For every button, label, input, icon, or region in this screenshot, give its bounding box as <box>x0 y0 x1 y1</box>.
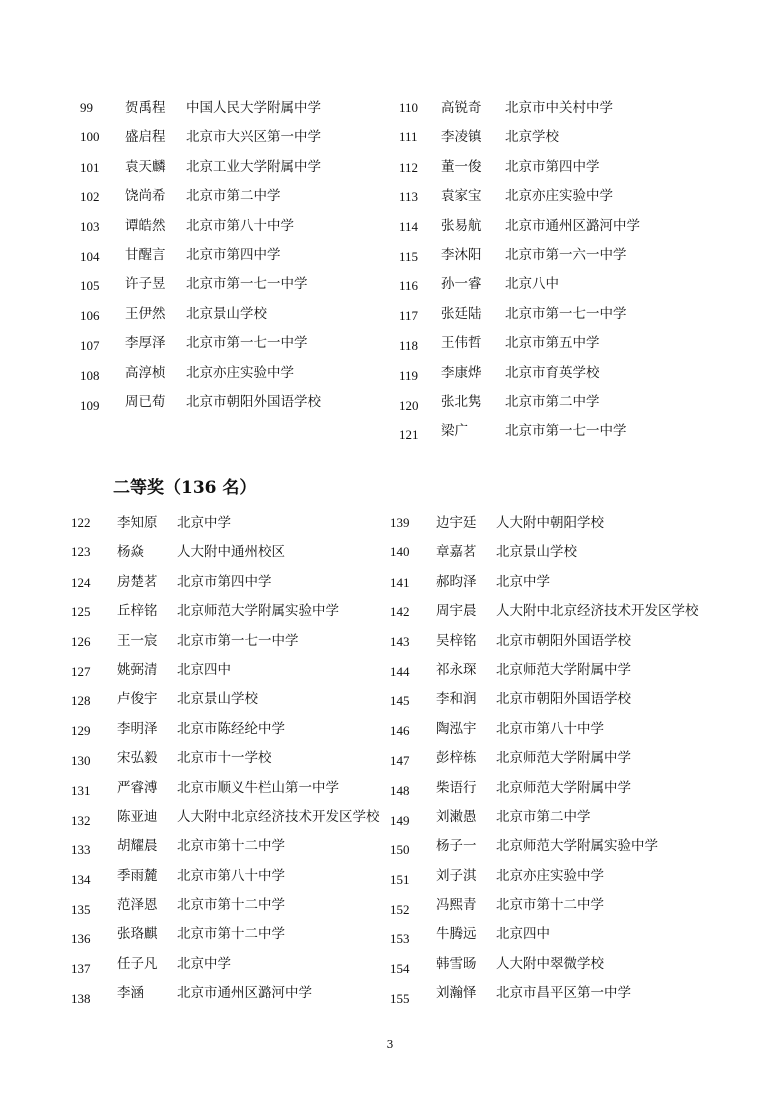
school-name: 人大附中翠微学校 <box>496 955 604 972</box>
school-name: 北京市十一学校 <box>177 750 272 767</box>
school-name: 北京市朝阳外国语学校 <box>496 632 631 649</box>
school-name: 北京市育英学校 <box>505 364 600 381</box>
student-name: 祁永琛 <box>436 661 477 678</box>
rank-number: 134 <box>71 871 91 887</box>
rank-number: 110 <box>399 100 419 115</box>
student-name: 陈亚迪 <box>117 808 158 825</box>
school-name: 北京市第二中学 <box>186 188 281 205</box>
rank-number: 103 <box>80 218 100 234</box>
student-name: 李沐阳 <box>441 246 482 263</box>
rank-number: 150 <box>390 842 410 858</box>
school-name: 北京景山学校 <box>177 691 258 708</box>
student-name: 孙一睿 <box>441 276 482 293</box>
student-name: 张珞麒 <box>117 926 158 943</box>
student-name: 胡耀晨 <box>117 838 158 855</box>
school-name: 北京市陈经纶中学 <box>177 720 285 737</box>
student-name: 刘潄愚 <box>436 808 477 825</box>
student-name: 李和润 <box>436 691 477 708</box>
rank-number: 126 <box>71 633 91 649</box>
student-name: 周已荀 <box>125 393 166 410</box>
school-name: 北京市第二中学 <box>505 393 600 410</box>
school-name: 北京四中 <box>496 926 550 943</box>
school-name: 北京学校 <box>505 129 559 146</box>
student-name: 王一宸 <box>117 632 158 649</box>
rank-number: 127 <box>71 663 91 679</box>
rank-number: 118 <box>399 338 419 354</box>
student-name: 李厚泽 <box>125 335 166 352</box>
student-name: 丘梓铭 <box>117 603 158 620</box>
student-name: 杨焱 <box>117 544 144 561</box>
rank-number: 124 <box>71 574 91 590</box>
student-name: 袁天麟 <box>125 158 166 175</box>
school-name: 北京市大兴区第一中学 <box>186 129 321 146</box>
school-name: 北京市顺义牛栏山第一中学 <box>177 779 339 796</box>
student-name: 杨子一 <box>436 838 477 855</box>
rank-number: 113 <box>399 189 419 205</box>
rank-number: 145 <box>390 693 410 709</box>
rank-number: 135 <box>71 902 91 918</box>
student-name: 任子凡 <box>117 955 158 972</box>
rank-number: 122 <box>71 515 91 530</box>
school-name: 北京工业大学附属中学 <box>186 158 321 175</box>
page-number: 3 <box>386 1038 394 1051</box>
rank-number: 120 <box>399 397 419 413</box>
school-name: 北京亦庄实验中学 <box>496 867 604 884</box>
student-name: 贺禹程 <box>125 100 166 116</box>
student-name: 谭皓然 <box>125 217 166 234</box>
school-name: 北京市第四中学 <box>186 246 281 263</box>
school-name: 北京中学 <box>177 515 231 531</box>
second-prize-heading: 二等奖（136 名） <box>113 478 257 498</box>
student-name: 韩雪旸 <box>436 955 477 972</box>
rank-number: 130 <box>71 753 91 769</box>
student-name: 陶泓宇 <box>436 720 477 737</box>
student-name: 李康烨 <box>441 364 482 381</box>
student-name: 边宇廷 <box>436 515 477 531</box>
school-name: 北京市第四中学 <box>177 573 272 590</box>
rank-number: 140 <box>390 544 410 560</box>
school-name: 北京师范大学附属中学 <box>496 661 631 678</box>
student-name: 彭梓栋 <box>436 750 477 767</box>
rank-number: 152 <box>390 902 410 918</box>
student-name: 高淳桢 <box>125 364 166 381</box>
student-name: 盛启程 <box>125 129 166 146</box>
student-name: 牛腾远 <box>436 926 477 943</box>
student-name: 董一俊 <box>441 158 482 175</box>
rank-number: 125 <box>71 604 91 620</box>
school-name: 北京市第八十中学 <box>177 867 285 884</box>
student-name: 冯熙青 <box>436 897 477 914</box>
school-name: 人大附中通州校区 <box>177 544 285 561</box>
school-name: 北京亦庄实验中学 <box>505 188 613 205</box>
student-name: 郝昀泽 <box>436 573 477 590</box>
school-name: 人大附中北京经济技术开发区学校 <box>177 808 380 825</box>
school-name: 北京市昌平区第一中学 <box>496 985 631 1002</box>
rank-number: 136 <box>71 931 91 947</box>
student-name: 季雨麓 <box>117 867 158 884</box>
student-name: 范泽恩 <box>117 897 158 914</box>
school-name: 北京市第一七一中学 <box>505 423 627 440</box>
school-name: 北京景山学校 <box>496 544 577 561</box>
student-name: 刘子淇 <box>436 867 477 884</box>
rank-number: 117 <box>399 307 419 323</box>
student-name: 梁广 <box>441 423 468 440</box>
student-name: 卢俊宇 <box>117 691 158 708</box>
school-name: 北京市第五中学 <box>505 335 600 352</box>
school-name: 北京市第一七一中学 <box>186 276 308 293</box>
rank-number: 129 <box>71 722 91 738</box>
rank-number: 99 <box>80 100 93 115</box>
rank-number: 139 <box>390 515 410 530</box>
rank-number: 112 <box>399 159 419 175</box>
rank-number: 148 <box>390 782 410 798</box>
student-name: 张廷陆 <box>441 305 482 322</box>
student-name: 姚弼清 <box>117 661 158 678</box>
student-name: 宋弘毅 <box>117 750 158 767</box>
school-name: 北京市朝阳外国语学校 <box>186 393 321 410</box>
school-name: 北京市第十二中学 <box>177 838 285 855</box>
student-name: 李知原 <box>117 515 158 531</box>
rank-number: 137 <box>71 960 91 976</box>
student-name: 李明泽 <box>117 720 158 737</box>
rank-number: 154 <box>390 960 410 976</box>
rank-number: 100 <box>80 129 100 145</box>
school-name: 北京八中 <box>505 276 559 293</box>
student-name: 李涵 <box>117 985 144 1002</box>
rank-number: 105 <box>80 278 100 294</box>
school-name: 北京景山学校 <box>186 305 267 322</box>
school-name: 北京市中关村中学 <box>505 100 613 116</box>
rank-number: 131 <box>71 782 91 798</box>
student-name: 柴语行 <box>436 779 477 796</box>
school-name: 北京四中 <box>177 661 231 678</box>
student-name: 吴梓铭 <box>436 632 477 649</box>
student-name: 袁家宝 <box>441 188 482 205</box>
rank-number: 138 <box>71 991 91 1007</box>
school-name: 北京市通州区潞河中学 <box>505 217 640 234</box>
student-name: 张北隽 <box>441 393 482 410</box>
school-name: 北京亦庄实验中学 <box>186 364 294 381</box>
rank-number: 104 <box>80 248 100 264</box>
school-name: 人大附中朝阳学校 <box>496 515 604 531</box>
school-name: 北京市第八十中学 <box>496 720 604 737</box>
school-name: 北京市朝阳外国语学校 <box>496 691 631 708</box>
school-name: 北京市第八十中学 <box>186 217 294 234</box>
rank-number: 106 <box>80 307 100 323</box>
student-name: 张易航 <box>441 217 482 234</box>
school-name: 北京市第十二中学 <box>177 926 285 943</box>
school-name: 中国人民大学附属中学 <box>186 100 321 116</box>
rank-number: 111 <box>399 129 418 145</box>
student-name: 王伊然 <box>125 305 166 322</box>
rank-number: 141 <box>390 574 410 590</box>
rank-number: 123 <box>71 544 91 560</box>
school-name: 北京市第一六一中学 <box>505 246 627 263</box>
rank-number: 102 <box>80 189 100 205</box>
student-name: 章嘉茗 <box>436 544 477 561</box>
rank-number: 142 <box>390 604 410 620</box>
rank-number: 107 <box>80 338 100 354</box>
rank-number: 155 <box>390 991 410 1007</box>
rank-number: 114 <box>399 218 419 234</box>
student-name: 高锐奇 <box>441 100 482 116</box>
school-name: 人大附中北京经济技术开发区学校 <box>496 603 699 620</box>
school-name: 北京市第一七一中学 <box>505 305 627 322</box>
school-name: 北京师范大学附属实验中学 <box>177 603 339 620</box>
student-name: 刘瀚怿 <box>436 985 477 1002</box>
school-name: 北京中学 <box>177 955 231 972</box>
rank-number: 153 <box>390 931 410 947</box>
school-name: 北京市第四中学 <box>505 158 600 175</box>
rank-number: 109 <box>80 397 100 413</box>
school-name: 北京市第十二中学 <box>496 897 604 914</box>
student-name: 王伟哲 <box>441 335 482 352</box>
rank-number: 149 <box>390 812 410 828</box>
rank-number: 101 <box>80 159 100 175</box>
school-name: 北京中学 <box>496 573 550 590</box>
student-name: 房楚茗 <box>117 573 158 590</box>
school-name: 北京师范大学附属中学 <box>496 779 631 796</box>
rank-number: 133 <box>71 842 91 858</box>
student-name: 甘醒言 <box>125 246 166 263</box>
school-name: 北京市第十二中学 <box>177 897 285 914</box>
rank-number: 115 <box>399 248 419 264</box>
rank-number: 116 <box>399 278 419 294</box>
rank-number: 132 <box>71 812 91 828</box>
rank-number: 128 <box>71 693 91 709</box>
student-name: 严睿溥 <box>117 779 158 796</box>
rank-number: 143 <box>390 633 410 649</box>
student-name: 李凌镇 <box>441 129 482 146</box>
rank-number: 147 <box>390 753 410 769</box>
student-name: 饶尚希 <box>125 188 166 205</box>
rank-number: 119 <box>399 367 419 383</box>
school-name: 北京市第一七一中学 <box>177 632 299 649</box>
rank-number: 151 <box>390 871 410 887</box>
school-name: 北京市第一七一中学 <box>186 335 308 352</box>
rank-number: 146 <box>390 722 410 738</box>
school-name: 北京市第二中学 <box>496 808 591 825</box>
rank-number: 121 <box>399 427 419 443</box>
student-name: 周宇晨 <box>436 603 477 620</box>
school-name: 北京师范大学附属中学 <box>496 750 631 767</box>
school-name: 北京市通州区潞河中学 <box>177 985 312 1002</box>
rank-number: 144 <box>390 663 410 679</box>
student-name: 许子昱 <box>125 276 166 293</box>
rank-number: 108 <box>80 367 100 383</box>
school-name: 北京师范大学附属实验中学 <box>496 838 658 855</box>
